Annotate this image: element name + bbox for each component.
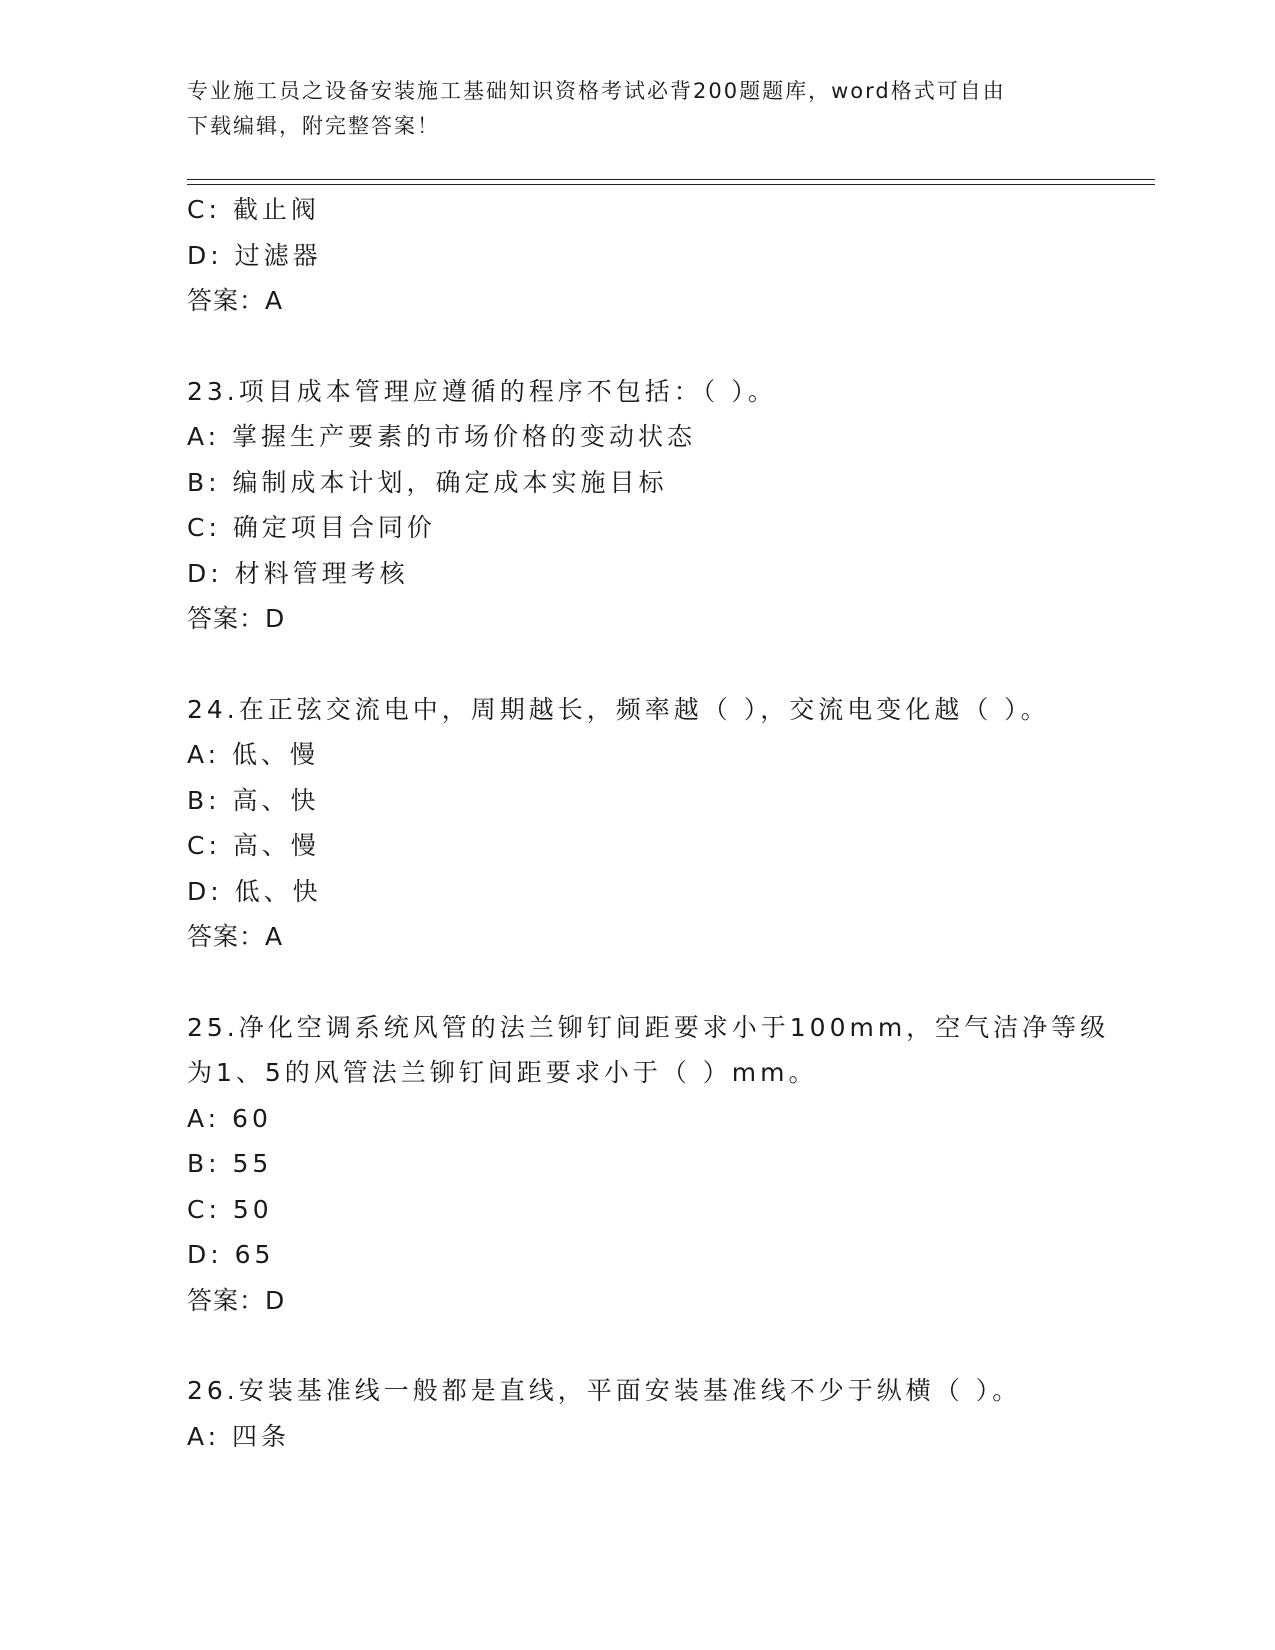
option-a: A: 掌握生产要素的市场价格的变动状态 — [187, 422, 697, 451]
answer: 答案：D — [187, 1285, 286, 1315]
header-line-2: 下载编辑，附完整答案！ — [187, 114, 440, 138]
question-22 — [187, 187, 1167, 324]
option-a: A: 四条 — [187, 1421, 291, 1451]
option-d: D: 低、快 — [187, 876, 322, 906]
option-c: C: 50 — [187, 1194, 273, 1224]
question-24 — [187, 687, 1167, 960]
question-stem-line-2: 为1、5的风管法兰铆钉间距要求小于（ ）mm。 — [187, 1058, 818, 1087]
header-divider-bottom — [187, 184, 1155, 185]
option-b: B: 高、快 — [187, 785, 320, 815]
option-d: D: 65 — [187, 1240, 275, 1269]
option-d: D: 过滤器 — [187, 240, 322, 270]
answer: 答案：A — [187, 922, 284, 951]
option-c: C: 高、慢 — [187, 831, 320, 860]
answer: 答案：D — [187, 604, 286, 633]
option-b: B: 编制成本计划，确定成本实施目标 — [187, 467, 668, 497]
option-d: D: 材料管理考核 — [187, 558, 409, 588]
option-a: A: 低、慢 — [187, 740, 320, 769]
document-header — [187, 74, 1087, 144]
question-26 — [187, 1368, 1167, 1459]
header-divider-top — [187, 179, 1155, 180]
question-list — [187, 187, 1167, 1459]
option-c: C: 截止阀 — [187, 195, 320, 224]
option-b: B: 55 — [187, 1149, 273, 1178]
question-stem: 26.安装基准线一般都是直线，平面安装基准线不少于纵横（ ）。 — [187, 1376, 1022, 1405]
question-stem: 23.项目成本管理应遵循的程序不包括：（ ）。 — [187, 376, 777, 406]
question-stem-line-1: 25.净化空调系统风管的法兰铆钉间距要求小于100mm，空气洁净等级 — [187, 1012, 1110, 1042]
option-a: A: 60 — [187, 1103, 272, 1133]
question-stem: 24.在正弦交流电中，周期越长，频率越（ ），交流电变化越（ ）。 — [187, 694, 1050, 724]
question-25 — [187, 1005, 1167, 1324]
header-line-1: 专业施工员之设备安装施工基础知识资格考试必背200题题库，word格式可自由 — [187, 79, 1006, 103]
answer: 答案：A — [187, 286, 284, 315]
question-23 — [187, 369, 1167, 642]
option-c: C: 确定项目合同价 — [187, 513, 436, 542]
